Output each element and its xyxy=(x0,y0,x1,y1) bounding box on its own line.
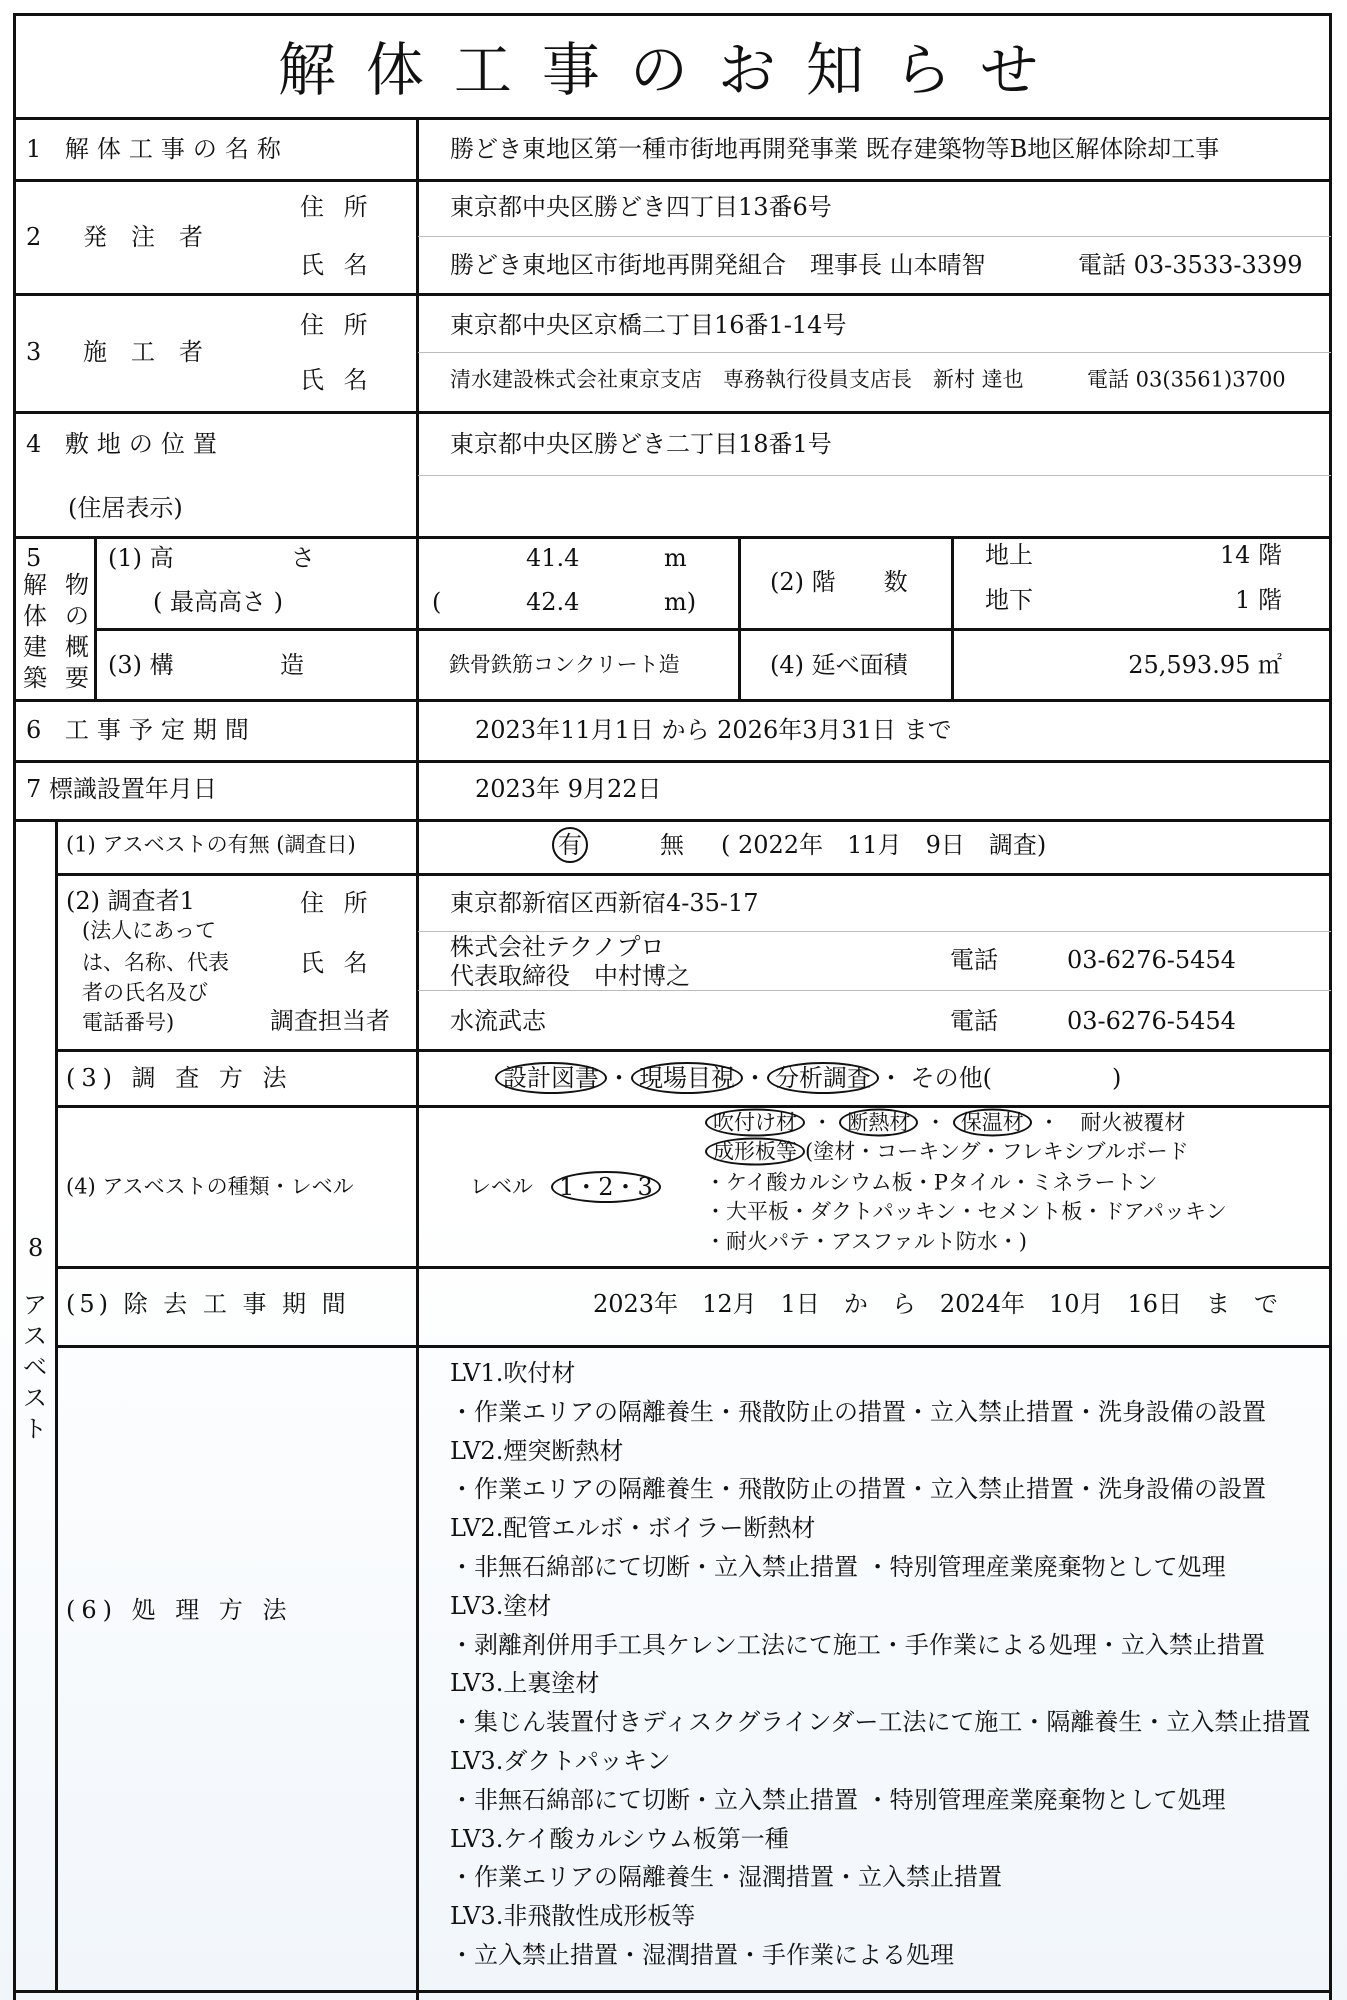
schedule-label: 6 工事予定期間 xyxy=(26,716,257,744)
below-ground-label: 地下 xyxy=(985,586,1033,614)
site-address-display-label: (住居表示) xyxy=(68,494,183,522)
divider xyxy=(15,411,1331,414)
asbestos-type-label: (4) アスベストの種類・レベル xyxy=(66,1174,354,1199)
asbestos-absent: 無 xyxy=(660,831,684,859)
surveyor-address: 東京都新宿区西新宿4-35-17 xyxy=(450,889,759,917)
asbestos-types-line xyxy=(705,1139,1189,1164)
treatment-line: LV3.ダクトパッキン xyxy=(450,1747,671,1775)
method-site-inspection-circled: 現場目視 xyxy=(631,1062,743,1094)
survey-method-label: (3) 調 査 方 法 xyxy=(66,1064,293,1092)
divider xyxy=(951,536,954,699)
asbestos-types-line: ・耐火パテ・アスファルト防水・) xyxy=(705,1229,1027,1254)
surveyor-note: 電話番号) xyxy=(82,1010,175,1035)
type-sprayed-circled: 吹付け材 xyxy=(705,1109,805,1137)
site-location-value: 東京都中央区勝どき二丁目18番1号 xyxy=(450,430,832,458)
structure-label-2: 造 xyxy=(280,651,304,679)
divider xyxy=(738,536,741,699)
client-num: 2 xyxy=(26,223,42,251)
above-ground-floors: 14 階 xyxy=(1219,541,1282,569)
surveyor-representative: 代表取締役 中村博之 xyxy=(450,962,690,990)
type-molded-board-circled: 成形板等 xyxy=(705,1138,805,1166)
divider xyxy=(15,117,1331,120)
divider xyxy=(57,1345,1331,1348)
contractor-name: 清水建設株式会社東京支店 専務執行役員支店長 新村 達也 xyxy=(450,367,1024,392)
client-address-label: 住 所 xyxy=(300,193,374,221)
treatment-line: LV3.非飛散性成形板等 xyxy=(450,1902,696,1931)
contractor-phone: 電話 03(3561)3700 xyxy=(1087,367,1286,392)
treatment-line: ・作業エリアの隔離養生・湿潤措置・立入禁止措置 xyxy=(450,1863,1002,1892)
height-value: 41.4 xyxy=(526,544,580,572)
treatment-line: ・非無石綿部にて切断・立入禁止措置 ・特別管理産業廃棄物として処理 xyxy=(450,1553,1226,1581)
divider xyxy=(15,819,1331,822)
surveyor-label: (2) 調査者1 xyxy=(66,887,195,915)
separator: ・ xyxy=(879,1064,903,1092)
type-insulation-circled: 断熱材 xyxy=(839,1109,918,1137)
divider xyxy=(15,293,1331,296)
surveyor-name-label: 氏 名 xyxy=(300,949,374,977)
client-label: 発 注 者 xyxy=(83,223,203,251)
removal-period-label: (5) 除 去 工 事 期 間 xyxy=(66,1290,350,1318)
above-ground-label: 地上 xyxy=(985,541,1033,569)
asbestos-types-line: ・ケイ酸カルシウム板・Pタイル・ミネラートン xyxy=(705,1170,1158,1195)
divider xyxy=(57,1266,1331,1269)
surveyor-phone: 03-6276-5454 xyxy=(1067,946,1236,974)
divider xyxy=(418,236,1331,237)
type-fireproof: ・ 耐火被覆材 xyxy=(1038,1110,1186,1135)
separator: ・ xyxy=(743,1064,767,1092)
removal-period-value: 2023年 12月 1日 か ら 2024年 10月 16日 ま で xyxy=(593,1290,1279,1318)
project-name-value: 勝どき東地区第一種市街地再開発事業 既存建築物等B地区解体除却工事 xyxy=(450,135,1220,163)
asbestos-present-circled: 有 xyxy=(552,827,588,863)
max-height-value: 42.4 xyxy=(526,588,580,616)
level-label: レベル xyxy=(470,1174,533,1199)
asbestos-presence-label: (1) アスベストの有無 (調査日) xyxy=(66,832,356,857)
height-unit: m xyxy=(664,544,687,572)
divider xyxy=(96,628,1331,631)
survey-methods xyxy=(495,1066,1121,1090)
divider xyxy=(418,990,1331,991)
schedule-value: 2023年11月1日 から 2026年3月31日 まで xyxy=(475,716,952,744)
survey-staff-phone-label: 電話 xyxy=(950,1007,998,1035)
building-outline-label-2: 物 の 概 要 xyxy=(65,571,89,692)
client-name: 勝どき東地区市街地再開発組合 理事長 山本晴智 xyxy=(450,251,986,279)
contractor-name-label: 氏 名 xyxy=(300,366,374,394)
page-title: 解体工事のお知らせ xyxy=(277,36,1069,104)
asbestos-types-line xyxy=(705,1110,1186,1135)
divider xyxy=(416,117,419,2000)
surveyor-address-label: 住 所 xyxy=(300,889,374,917)
surveyor-company: 株式会社テクノプロ xyxy=(450,933,665,961)
surveyor-note: は、名称、代表 xyxy=(82,950,229,975)
contractor-label: 施 工 者 xyxy=(83,338,203,366)
height-label-2: さ xyxy=(291,544,315,572)
building-outline-label-1: 解 体 建 築 xyxy=(23,571,47,692)
treatment-line: ・立入禁止措置・湿潤措置・手作業による処理 xyxy=(450,1941,954,1969)
survey-staff-label: 調査担当者 xyxy=(270,1007,390,1035)
contractor-num: 3 xyxy=(26,338,42,366)
project-name-label: 1 解体工事の名称 xyxy=(26,135,289,163)
max-height-unit: m) xyxy=(664,588,697,616)
divider xyxy=(15,699,1331,702)
structure-label: (3) 構 xyxy=(108,651,174,679)
treatment-method-label: (6) 処 理 方 法 xyxy=(66,1596,293,1624)
floor-area-label: (4) 延べ面積 xyxy=(770,651,908,679)
divider xyxy=(57,1049,1331,1052)
treatment-line: LV1.吹付材 xyxy=(450,1359,576,1387)
building-outline-num: 5 xyxy=(26,544,42,572)
height-label: (1) 高 xyxy=(108,544,174,572)
floor-area-value: 25,593.95 ㎡ xyxy=(1128,651,1282,679)
type-molded-board-detail: (塗材・コーキング・フレキシブルボード xyxy=(805,1139,1189,1164)
asbestos-vertical-label: ア ス ベ ス ト xyxy=(23,1291,47,1443)
divider xyxy=(15,760,1331,763)
treatment-line: ・作業エリアの隔離養生・飛散防止の措置・立入禁止措置・洗身設備の設置 xyxy=(450,1475,1266,1504)
treatment-line: ・剥離剤併用手工具ケレン工法にて施工・手作業による処理・立入禁止措置 xyxy=(450,1630,1265,1659)
separator: ・ xyxy=(925,1110,947,1135)
max-height-open: ( xyxy=(432,588,442,616)
max-height-label: ( 最高高さ ) xyxy=(153,588,283,616)
treatment-line: LV3.塗材 xyxy=(450,1591,552,1620)
surveyor-note: 者の氏名及び xyxy=(82,980,208,1005)
treatment-line: LV3.上裏塗材 xyxy=(450,1669,600,1698)
type-thermal-circled: 保温材 xyxy=(953,1109,1032,1137)
treatment-line: LV2.配管エルボ・ボイラー断熱材 xyxy=(450,1514,816,1543)
treatment-line: LV2.煙突断熱材 xyxy=(450,1436,624,1465)
contractor-address: 東京都中央区京橋二丁目16番1-14号 xyxy=(450,311,847,339)
treatment-line: ・非無石綿部にて切断・立入禁止措置 ・特別管理産業廃棄物として処理 xyxy=(450,1785,1226,1814)
surveyor-phone-label: 電話 xyxy=(950,946,998,974)
survey-date: ( 2022年 11月 9日 調査) xyxy=(721,831,1047,859)
treatment-line: ・集じん装置付きディスクグラインダー工法にて施工・隔離養生・立入禁止措置 xyxy=(450,1708,1311,1737)
divider xyxy=(418,931,1331,932)
divider xyxy=(13,13,16,2000)
divider xyxy=(15,179,1331,182)
divider xyxy=(57,1105,1331,1108)
floors-label: (2) 階 数 xyxy=(770,568,908,596)
survey-staff-phone: 03-6276-5454 xyxy=(1067,1007,1236,1035)
divider xyxy=(418,352,1331,353)
below-ground-floors: 1 階 xyxy=(1235,586,1282,614)
structure-value: 鉄骨鉄筋コンクリート造 xyxy=(449,652,680,677)
site-location-label: 4 敷地の位置 xyxy=(26,430,225,458)
client-phone: 電話 03-3533-3399 xyxy=(1078,251,1303,279)
divider xyxy=(94,536,97,699)
divider xyxy=(1329,13,1332,2000)
client-name-label: 氏 名 xyxy=(300,251,374,279)
divider xyxy=(15,536,1331,539)
contractor-address-label: 住 所 xyxy=(300,311,374,339)
treatment-line: ・作業エリアの隔離養生・飛散防止の措置・立入禁止措置・洗身設備の設置 xyxy=(450,1397,1266,1426)
divider xyxy=(418,475,1331,476)
client-address: 東京都中央区勝どき四丁目13番6号 xyxy=(450,193,832,221)
treatment-line: LV3.ケイ酸カルシウム板第一種 xyxy=(450,1824,789,1853)
divider xyxy=(15,13,1331,16)
sign-date-value: 2023年 9月22日 xyxy=(475,775,662,803)
asbestos-num: 8 xyxy=(28,1234,44,1262)
sign-date-label: 7 標識設置年月日 xyxy=(26,775,217,803)
levels-circled: 1・2・3 xyxy=(551,1171,661,1203)
asbestos-types-line: ・大平板・ダクトパッキン・セメント板・ドアパッキン xyxy=(705,1199,1227,1224)
surveyor-note: (法人にあって xyxy=(82,918,216,943)
method-analysis-circled: 分析調査 xyxy=(767,1062,879,1094)
divider xyxy=(57,873,1331,876)
method-other: その他( ) xyxy=(910,1064,1122,1092)
divider xyxy=(15,1990,1331,1993)
divider xyxy=(55,819,58,1990)
survey-staff: 水流武志 xyxy=(450,1007,546,1035)
separator: ・ xyxy=(607,1064,631,1092)
separator: ・ xyxy=(811,1110,833,1135)
method-design-drawings-circled: 設計図書 xyxy=(495,1062,607,1094)
